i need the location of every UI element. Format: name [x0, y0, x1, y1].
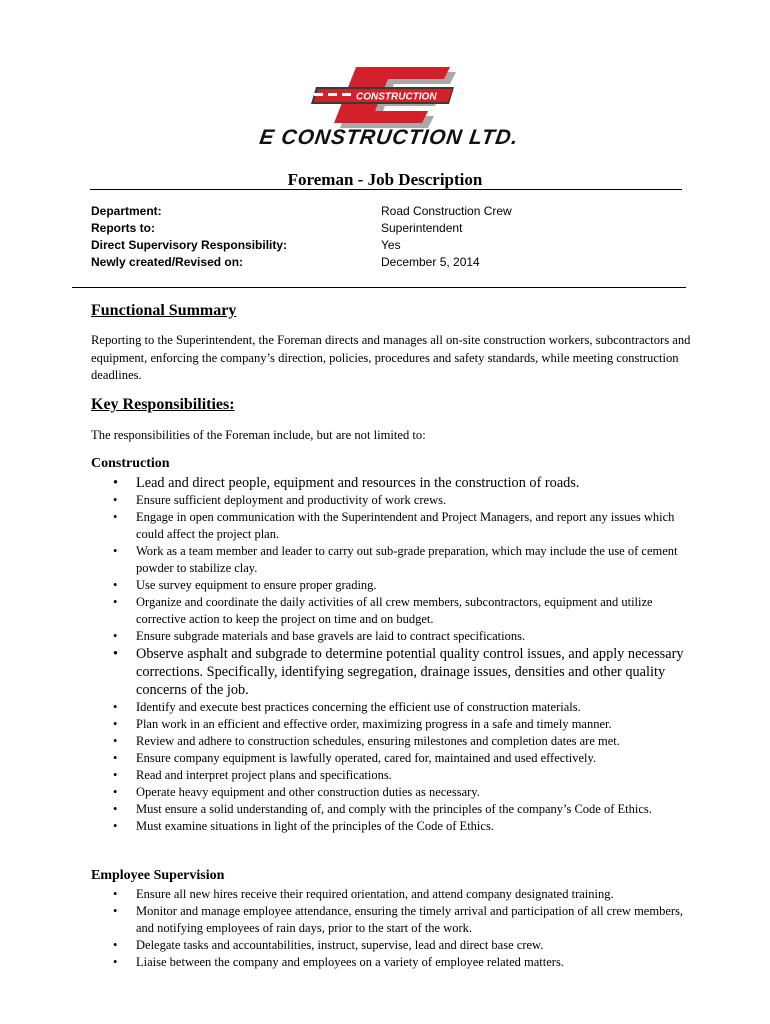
list-item: • Ensure subgrade materials and base gravels are laid to contract specifications.: [91, 628, 691, 645]
list-item: • Organize and coordinate the daily activities of all crew members, subcontractors, equipment and utilize corrective action to keep the project on time and on budget.: [91, 594, 691, 628]
info-value: Superintendent: [381, 221, 463, 235]
construction-list: [91, 474, 691, 835]
list-item: • Lead and direct people, equipment and resources in the construction of roads.: [91, 474, 691, 492]
info-label: Direct Supervisory Responsibility:: [91, 238, 288, 252]
document-title: Foreman - Job Description: [287, 170, 483, 189]
list-item: • Identify and execute best practices concerning the efficient use of construction materials.: [91, 699, 691, 716]
list-item: • Observe asphalt and subgrade to determine potential quality control issues, and apply necessary corrections. Specifically, identifying segregation, drainage issues, densities and other quality concerns of the job.: [91, 645, 691, 699]
list-item: • Monitor and manage employee attendance, ensuring the timely arrival and participation of all crew members, and notifying employees of rain days, prior to the start of the work.: [91, 903, 691, 937]
key-responsibilities-heading: Key Responsibilities:: [91, 396, 235, 413]
info-row-department: [91, 203, 671, 220]
info-label: Reports to:: [91, 221, 155, 235]
list-item: • Read and interpret project plans and specifications.: [91, 767, 691, 784]
info-row-supervisory: [91, 237, 671, 254]
list-item: • Work as a team member and leader to carry out sub-grade preparation, which may include the use of cement powder to stabilize clay.: [91, 543, 691, 577]
list-item: • Ensure sufficient deployment and productivity of work crews.: [91, 492, 691, 509]
list-item: • Must ensure a solid understanding of, and comply with the principles of the company’s Code of Ethics.: [91, 801, 691, 818]
functional-summary-heading: Functional Summary: [91, 302, 237, 319]
info-value: Road Construction Crew: [381, 204, 512, 218]
list-item: • Engage in open communication with the Superintendent and Project Managers, and report any issues which could affect the project plan.: [91, 509, 691, 543]
info-value: Yes: [381, 238, 401, 252]
info-row-reports-to: [91, 220, 671, 237]
employee-supervision-list: [91, 886, 691, 971]
list-item: • Ensure all new hires receive their required orientation, and attend company designated training.: [91, 886, 691, 903]
functional-summary-text: Reporting to the Superintendent, the Foreman directs and manages all on-site construction workers, subcontractors and equipment, enforcing the company’s direction, policies, procedures and safety standards, while meeting construction deadlines.: [91, 333, 691, 382]
list-item: • Use survey equipment to ensure proper grading.: [91, 577, 691, 594]
info-value: December 5, 2014: [381, 255, 480, 269]
section-divider: [72, 287, 686, 288]
info-label: Department:: [91, 204, 162, 218]
company-name: E CONSTRUCTION LTD.: [257, 126, 521, 149]
construction-heading: Construction: [91, 456, 170, 471]
logo-banner-text: CONSTRUCTION: [356, 91, 437, 103]
key-responsibilities-intro: The responsibilities of the Foreman include, but are not limited to:: [91, 428, 426, 442]
list-item: • Ensure company equipment is lawfully operated, cared for, maintained and used effectively.: [91, 750, 691, 767]
list-item: • Review and adhere to construction schedules, ensuring milestones and completion dates are met.: [91, 733, 691, 750]
list-item: • Operate heavy equipment and other construction duties as necessary.: [91, 784, 691, 801]
list-item: • Must examine situations in light of the principles of the Code of Ethics.: [91, 818, 691, 835]
list-item: • Liaise between the company and employees on a variety of employee related matters.: [91, 954, 691, 971]
info-label: Newly created/Revised on:: [91, 255, 244, 269]
employee-supervision-heading: Employee Supervision: [91, 868, 225, 883]
list-item: • Plan work in an efficient and effective order, maximizing progress in a safe and timely manner.: [91, 716, 691, 733]
info-row-revised: [91, 254, 671, 271]
list-item: • Delegate tasks and accountabilities, instruct, supervise, lead and direct base crew.: [91, 937, 691, 954]
job-info: [91, 203, 671, 271]
title-divider: [90, 189, 682, 190]
